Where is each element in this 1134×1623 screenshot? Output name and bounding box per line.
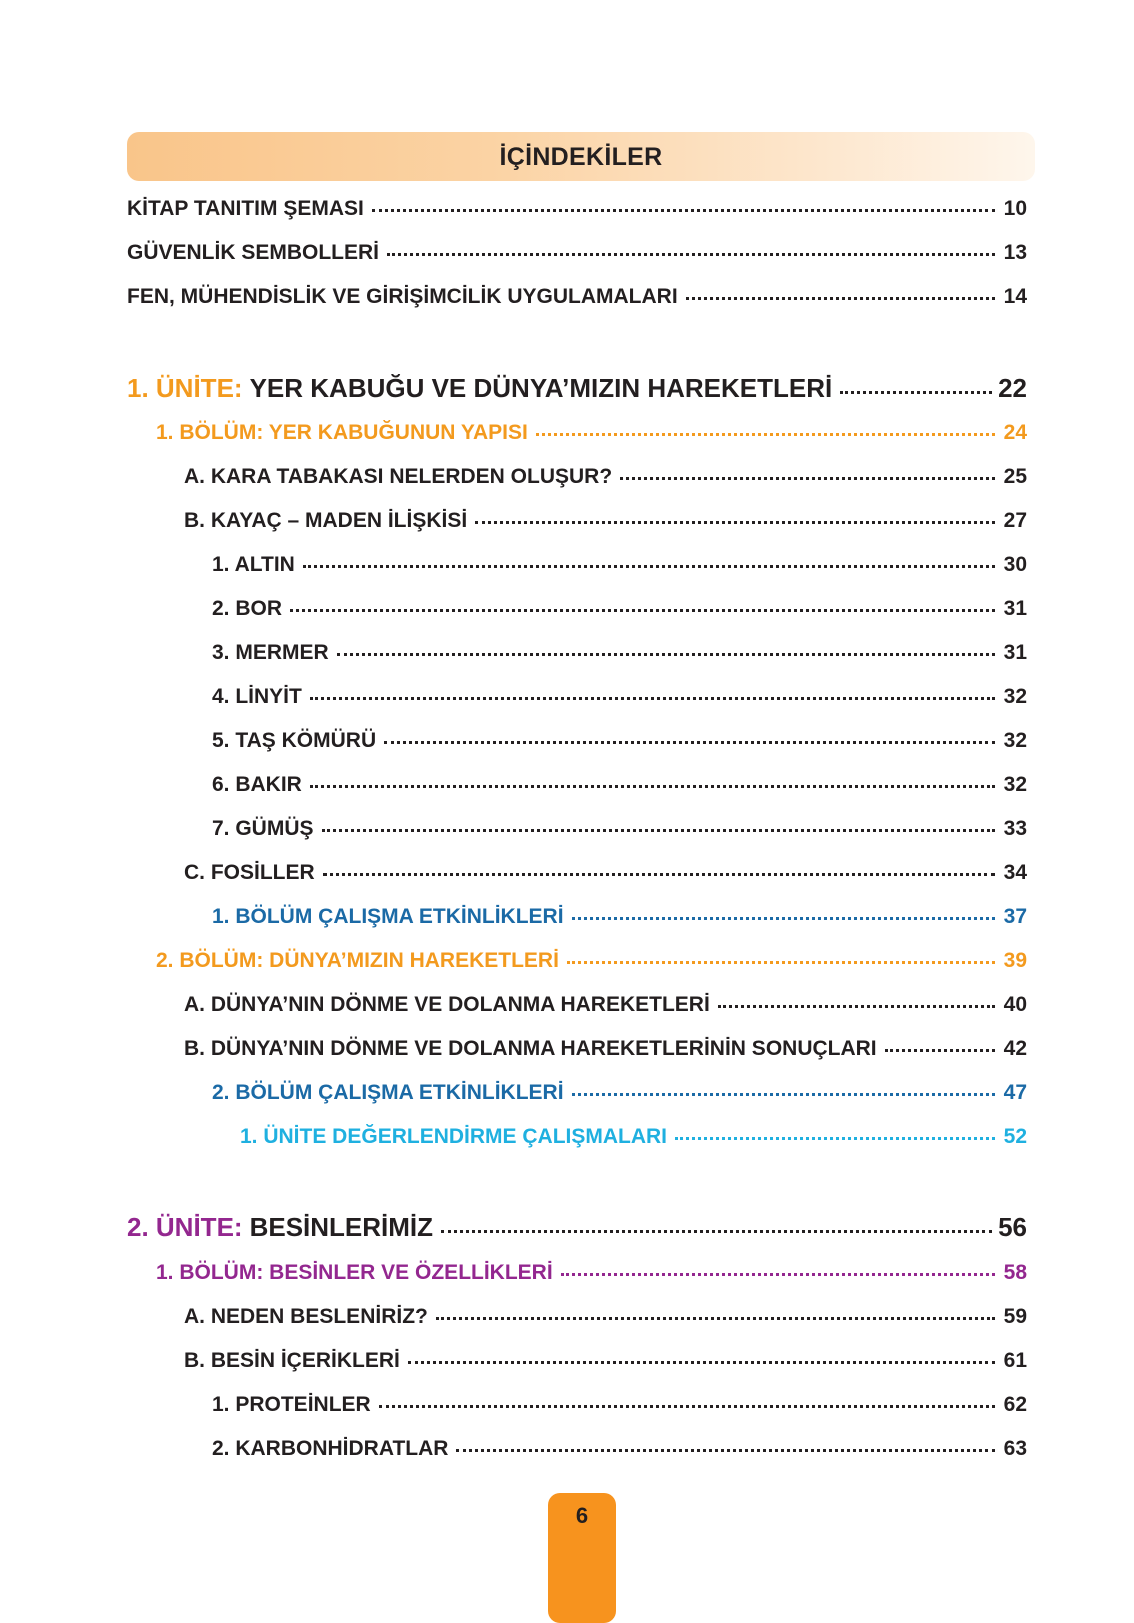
toc-entry-page: 47	[1003, 1081, 1027, 1104]
toc-entry-label: 2. BOR	[212, 597, 283, 620]
toc-entry-1-1-b[interactable]	[184, 508, 1027, 534]
toc-entry-1-1-a[interactable]	[184, 464, 1027, 490]
toc-entry-page: 24	[1003, 421, 1027, 444]
toc-entry-label: FEN, MÜHENDİSLİK VE GİRİŞİMCİLİK UYGULAMALARI	[127, 285, 678, 308]
toc-entry-page: 14	[1003, 285, 1027, 308]
toc-entry-label: A. NEDEN BESLENİRİZ?	[184, 1305, 428, 1328]
dot-leader	[475, 520, 995, 524]
dot-leader	[675, 1136, 995, 1140]
toc-entry-label: 1. PROTEİNLER	[212, 1393, 371, 1416]
toc-entry-page: 27	[1003, 509, 1027, 532]
toc-entry-page: 30	[1003, 553, 1027, 576]
toc-entry-label: 1. BÖLÜM: BESİNLER VE ÖZELLİKLERİ	[156, 1261, 553, 1284]
toc-entry-label: B. DÜNYA’NIN DÖNME VE DOLANMA HAREKETLERİNİN SONUÇLARI	[184, 1037, 877, 1060]
dot-leader	[572, 1092, 995, 1096]
toc-entry-label: KİTAP TANITIM ŞEMASI	[127, 197, 364, 220]
toc-entry-page: 63	[1003, 1437, 1027, 1460]
toc-unit-2[interactable]	[127, 1211, 1027, 1243]
toc-section-2-1[interactable]	[156, 1260, 1027, 1286]
toc-entry-label: GÜVENLİK SEMBOLLERİ	[127, 241, 380, 264]
toc-entry-mineral[interactable]	[212, 816, 1027, 842]
toc-entry-label: 3. MERMER	[212, 641, 329, 664]
toc-entry-page: 31	[1003, 597, 1027, 620]
toc-entry-page: 58	[1003, 1261, 1027, 1284]
toc-entry-label: 6. BAKIR	[212, 773, 302, 796]
dot-leader	[718, 1004, 995, 1008]
dot-leader	[436, 1316, 995, 1320]
toc-entry-page: 32	[1003, 685, 1027, 708]
toc-entry-label: 2. KARBONHİDRATLAR	[212, 1437, 449, 1460]
toc-entry-page: 32	[1003, 729, 1027, 752]
dot-leader	[387, 252, 995, 256]
toc-entry-mineral[interactable]	[212, 772, 1027, 798]
toc-entry-label: 1. ÜNİTE DEĞERLENDİRME ÇALIŞMALARI	[240, 1125, 668, 1148]
toc-entry-page: 25	[1003, 465, 1027, 488]
unit-heading	[127, 372, 832, 404]
unit-prefix: 2. ÜNİTE:	[127, 1212, 243, 1242]
dot-leader	[322, 828, 995, 832]
toc-section-1-2[interactable]	[156, 948, 1027, 974]
toc-entry-mineral[interactable]	[212, 552, 1027, 578]
toc-entry-page: 34	[1003, 861, 1027, 884]
toc-entry-label: 1. BÖLÜM: YER KABUĞUNUN YAPISI	[156, 421, 528, 444]
dot-leader	[379, 1404, 995, 1408]
toc-entry-stem-applications[interactable]	[127, 284, 1027, 310]
dot-leader	[561, 1272, 995, 1276]
toc-entry-unit-1-evaluation[interactable]	[240, 1124, 1027, 1150]
dot-leader	[408, 1360, 995, 1364]
toc-entry-page: 10	[1003, 197, 1027, 220]
toc-entry-1-1-c[interactable]	[184, 860, 1027, 886]
toc-entry-page: 59	[1003, 1305, 1027, 1328]
dot-leader	[290, 608, 995, 612]
dot-leader	[536, 432, 995, 436]
toc-entry-label: 5. TAŞ KÖMÜRÜ	[212, 729, 377, 752]
toc-entry-page: 56	[998, 1212, 1027, 1242]
page-number: 6	[575, 1503, 589, 1528]
dot-leader	[885, 1048, 995, 1052]
dot-leader	[441, 1229, 992, 1233]
dot-leader	[840, 390, 992, 394]
toc-entry-page: 61	[1003, 1349, 1027, 1372]
toc-entry-page: 52	[1003, 1125, 1027, 1148]
toc-entry-safety-symbols[interactable]	[127, 240, 1027, 266]
dot-leader	[686, 296, 995, 300]
toc-entry-page: 37	[1003, 905, 1027, 928]
dot-leader	[303, 564, 995, 568]
toc-entry-label: C. FOSİLLER	[184, 861, 315, 884]
toc-entry-label: A. KARA TABAKASI NELERDEN OLUŞUR?	[184, 465, 613, 488]
toc-entry-page: 31	[1003, 641, 1027, 664]
toc-entry-label: 2. BÖLÜM ÇALIŞMA ETKİNLİKLERİ	[212, 1081, 564, 1104]
toc-entry-nutrient[interactable]	[212, 1436, 1027, 1462]
toc-entry-book-intro[interactable]	[127, 196, 1027, 222]
dot-leader	[567, 960, 995, 964]
toc-entry-section-2-activities[interactable]	[212, 1080, 1027, 1106]
unit-heading	[127, 1211, 433, 1243]
toc-entry-1-2-a[interactable]	[184, 992, 1027, 1018]
toc-entry-mineral[interactable]	[212, 596, 1027, 622]
dot-leader	[384, 740, 995, 744]
toc-entry-section-1-activities[interactable]	[212, 904, 1027, 930]
toc-entry-mineral[interactable]	[212, 728, 1027, 754]
dot-leader	[572, 916, 995, 920]
toc-entry-label: B. BESİN İÇERİKLERİ	[184, 1349, 400, 1372]
toc-entry-page: 42	[1003, 1037, 1027, 1060]
dot-leader	[456, 1448, 995, 1452]
toc-entry-label: 2. BÖLÜM: DÜNYA’MIZIN HAREKETLERİ	[156, 949, 559, 972]
toc-entry-label: 4. LİNYİT	[212, 685, 302, 708]
toc-entry-page: 39	[1003, 949, 1027, 972]
toc-entry-label: 1. BÖLÜM ÇALIŞMA ETKİNLİKLERİ	[212, 905, 564, 928]
dot-leader	[372, 208, 995, 212]
toc-entry-page: 13	[1003, 241, 1027, 264]
toc-entry-label: B. KAYAÇ – MADEN İLİŞKİSİ	[184, 509, 468, 532]
dot-leader	[310, 784, 995, 788]
dot-leader	[620, 476, 995, 480]
dot-leader	[337, 652, 995, 656]
toc-entry-label: A. DÜNYA’NIN DÖNME VE DOLANMA HAREKETLERİ	[184, 993, 710, 1016]
toc-entry-page: 62	[1003, 1393, 1027, 1416]
unit-prefix: 1. ÜNİTE:	[127, 373, 243, 403]
unit-title: YER KABUĞU VE DÜNYA’MIZIN HAREKETLERİ	[249, 373, 833, 403]
page-title: İÇİNDEKİLER	[499, 143, 663, 171]
toc-entry-label: 1. ALTIN	[212, 553, 295, 576]
toc-entry-mineral[interactable]	[212, 640, 1027, 666]
toc-entry-page: 33	[1003, 817, 1027, 840]
toc-entry-mineral[interactable]	[212, 684, 1027, 710]
toc-entry-1-2-b[interactable]	[184, 1036, 1027, 1062]
dot-leader	[310, 696, 995, 700]
toc-entry-page: 40	[1003, 993, 1027, 1016]
toc-entry-label: 7. GÜMÜŞ	[212, 817, 314, 840]
toc-entry-page: 22	[998, 373, 1027, 403]
toc-entry-2-1-a[interactable]	[184, 1304, 1027, 1330]
dot-leader	[323, 872, 995, 876]
toc-entry-page: 32	[1003, 773, 1027, 796]
toc-unit-1[interactable]	[127, 372, 1027, 404]
unit-title: BESİNLERİMİZ	[249, 1212, 434, 1242]
toc-entry-2-1-b[interactable]	[184, 1348, 1027, 1374]
toc-entry-nutrient[interactable]	[212, 1392, 1027, 1418]
toc-section-1-1[interactable]	[156, 420, 1027, 446]
